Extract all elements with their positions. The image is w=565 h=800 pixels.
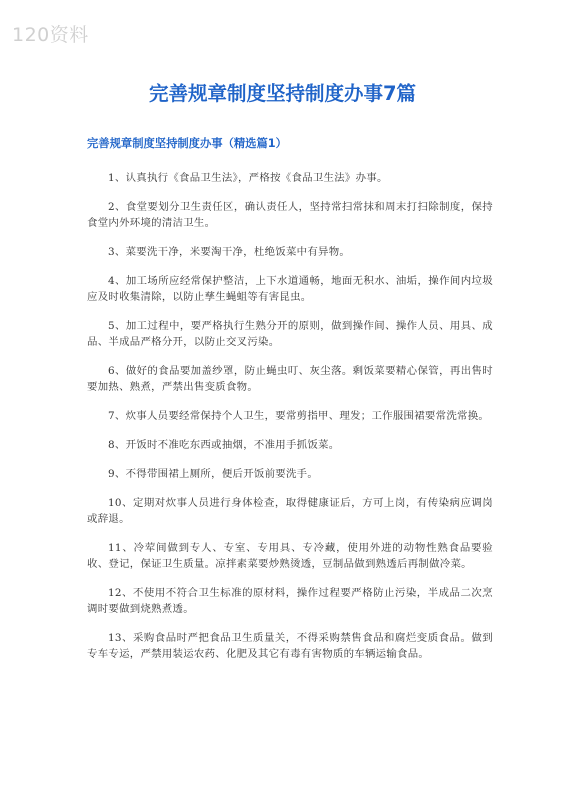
paragraph-12: 12、不使用不符合卫生标准的原材料，操作过程要严格防止污染，半成品二次烹调时要做到烧熟煮透。 <box>87 587 493 615</box>
section-title: 完善规章制度坚持制度办事（精选篇1） <box>87 137 287 150</box>
watermark-logo: 120资料 <box>12 24 89 46</box>
paragraph-8: 8、开饭时不准吃东西或抽烟，不准用手抓饭菜。 <box>108 439 340 451</box>
paragraph-11: 11、冷荤间做到专人、专室、专用具、专冷藏，使用外进的动物性熟食品要验收、登记，保证卫生质量。凉拌素菜要炒熟烫透，豆制品做到熟透后再制做冷菜。 <box>87 542 493 570</box>
paragraph-3: 3、菜要洗干净，米要淘干净，杜绝饭菜中有异物。 <box>108 246 351 258</box>
paragraph-10: 10、定期对炊事人员进行身体检查，取得健康证后，方可上岗，有传染病应调岗或辞退。 <box>87 497 493 525</box>
document-body <box>87 170 493 675</box>
paragraph-7: 7、炊事人员要经常保持个人卫生，要常剪指甲、理发；工作服围裙要常洗常换。 <box>108 410 490 422</box>
paragraph-1: 1、认真执行《食品卫生法》，严格按《食品卫生法》办事。 <box>108 172 388 184</box>
paragraph-2: 2、食堂要划分卫生责任区，确认责任人，坚持常扫常抹和周末打扫除制度，保持食堂内外环境的清洁卫生。 <box>87 201 493 229</box>
paragraph-5: 5、加工过程中，要严格执行生熟分开的原则，做到操作间、操作人员、用具、成品、半成品严格分开，以防止交叉污染。 <box>87 320 493 348</box>
paragraph-9: 9、不得带围裙上厕所，便后开饭前要洗手。 <box>108 468 319 480</box>
paragraph-6: 6、做好的食品要加盖纱罩，防止蝇虫叮、灰尘落。剩饭菜要精心保管，再出售时要加热、熟煮，严禁出售变质食物。 <box>87 365 493 393</box>
document-title: 完善规章制度坚持制度办事7篇 <box>148 82 417 105</box>
paragraph-4: 4、加工场所应经常保护整洁，上下水道通畅，地面无积水、油垢，操作间内垃圾应及时收集清除，以防止孳生蝇蛆等有害昆虫。 <box>87 275 493 303</box>
paragraph-13: 13、采购食品时严把食品卫生质量关，不得采购禁售食品和腐烂变质食品。做到专车专运，严禁用装运农药、化肥及其它有毒有害物质的车辆运输食品。 <box>87 632 493 660</box>
